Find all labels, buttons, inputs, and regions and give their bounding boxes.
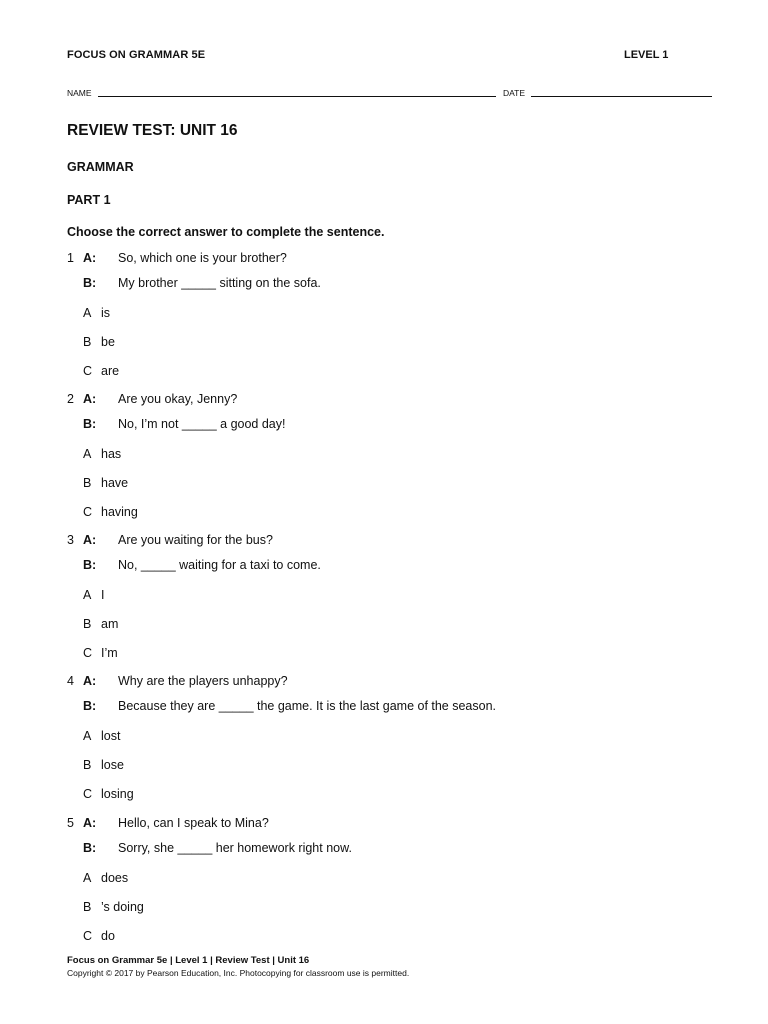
option-text: be <box>101 335 115 349</box>
answer-option <box>0 504 768 520</box>
option-text: lose <box>101 758 124 772</box>
option-letter: A <box>83 729 92 743</box>
option-text: do <box>101 929 115 943</box>
question-number: 5 <box>67 816 74 830</box>
speaker-b-label: B: <box>83 841 97 855</box>
dialogue-line-b <box>0 557 768 573</box>
option-text: has <box>101 447 122 461</box>
speaker-b-text: No, I’m not _____ a good day! <box>118 417 286 431</box>
speaker-b-label: B: <box>83 417 97 431</box>
answer-option <box>0 475 768 491</box>
option-text: having <box>101 505 138 519</box>
option-letter: A <box>83 447 92 461</box>
option-letter: A <box>83 588 92 602</box>
answer-option <box>0 757 768 773</box>
dialogue-line-a <box>0 532 768 548</box>
dialogue-line-b <box>0 275 768 291</box>
option-letter: B <box>83 758 92 772</box>
name-date-row <box>67 87 713 101</box>
answer-option <box>0 334 768 350</box>
footer-citation: Focus on Grammar 5e | Level 1 | Review Test | Unit 16 <box>67 955 310 966</box>
option-letter: C <box>83 364 93 378</box>
option-text: are <box>101 364 120 378</box>
option-text: am <box>101 617 119 631</box>
question-number: 3 <box>67 533 74 547</box>
option-text: ’s doing <box>101 900 144 914</box>
option-text: I’m <box>101 646 118 660</box>
option-text: is <box>101 306 111 320</box>
answer-option <box>0 928 768 944</box>
instructions: Choose the correct answer to complete the sentence. <box>67 225 385 239</box>
section-heading: GRAMMAR <box>67 160 134 174</box>
answer-option <box>0 786 768 802</box>
dialogue-line-a <box>0 391 768 407</box>
option-letter: C <box>83 505 93 519</box>
speaker-b-text: No, _____ waiting for a taxi to come. <box>118 558 321 572</box>
speaker-b-label: B: <box>83 558 97 572</box>
option-text: does <box>101 871 129 885</box>
speaker-a-label: A: <box>83 674 97 688</box>
level-label: LEVEL 1 <box>624 49 669 61</box>
question-number: 1 <box>67 251 74 265</box>
dialogue-line-b <box>0 840 768 856</box>
speaker-a-text: Hello, can I speak to Mina? <box>118 816 269 830</box>
answer-option <box>0 363 768 379</box>
question-number: 2 <box>67 392 74 406</box>
part-heading: PART 1 <box>67 193 111 207</box>
option-text: have <box>101 476 129 490</box>
dialogue-line-a <box>0 250 768 266</box>
page-title: REVIEW TEST: UNIT 16 <box>67 122 238 139</box>
option-letter: A <box>83 871 92 885</box>
speaker-b-label: B: <box>83 276 97 290</box>
question-number: 4 <box>67 674 74 688</box>
dialogue-line-a <box>0 673 768 689</box>
book-title: FOCUS ON GRAMMAR 5E <box>67 49 206 61</box>
option-letter: B <box>83 900 92 914</box>
speaker-b-text: Because they are _____ the game. It is the last game of the season. <box>118 699 497 713</box>
speaker-a-label: A: <box>83 816 97 830</box>
speaker-a-text: Are you waiting for the bus? <box>118 533 273 547</box>
option-letter: C <box>83 646 93 660</box>
dialogue-line-a <box>0 815 768 831</box>
option-letter: B <box>83 476 92 490</box>
option-letter: A <box>83 306 92 320</box>
speaker-a-text: So, which one is your brother? <box>118 251 287 265</box>
speaker-a-text: Why are the players unhappy? <box>118 674 288 688</box>
dialogue-line-b <box>0 416 768 432</box>
speaker-a-label: A: <box>83 533 97 547</box>
answer-option <box>0 587 768 603</box>
option-letter: C <box>83 929 93 943</box>
speaker-b-label: B: <box>83 699 97 713</box>
option-letter: B <box>83 617 92 631</box>
option-text: lost <box>101 729 121 743</box>
name-field-line <box>98 96 496 97</box>
speaker-a-text: Are you okay, Jenny? <box>118 392 238 406</box>
answer-option <box>0 305 768 321</box>
answer-option <box>0 870 768 886</box>
answer-option <box>0 446 768 462</box>
date-field-line <box>531 96 712 97</box>
answer-option <box>0 899 768 915</box>
option-text: I <box>101 588 105 602</box>
option-letter: B <box>83 335 92 349</box>
option-text: losing <box>101 787 134 801</box>
speaker-a-label: A: <box>83 392 97 406</box>
answer-option <box>0 616 768 632</box>
answer-option <box>0 645 768 661</box>
speaker-b-text: My brother _____ sitting on the sofa. <box>118 276 321 290</box>
option-letter: C <box>83 787 93 801</box>
name-label: NAME <box>67 88 92 98</box>
speaker-a-label: A: <box>83 251 97 265</box>
dialogue-line-b <box>0 698 768 714</box>
speaker-b-text: Sorry, she _____ her homework right now. <box>118 841 352 855</box>
answer-option <box>0 728 768 744</box>
footer-copyright: Copyright © 2017 by Pearson Education, Inc. Photocopying for classroom use is permitted. <box>67 968 410 978</box>
date-label: DATE <box>503 88 526 98</box>
